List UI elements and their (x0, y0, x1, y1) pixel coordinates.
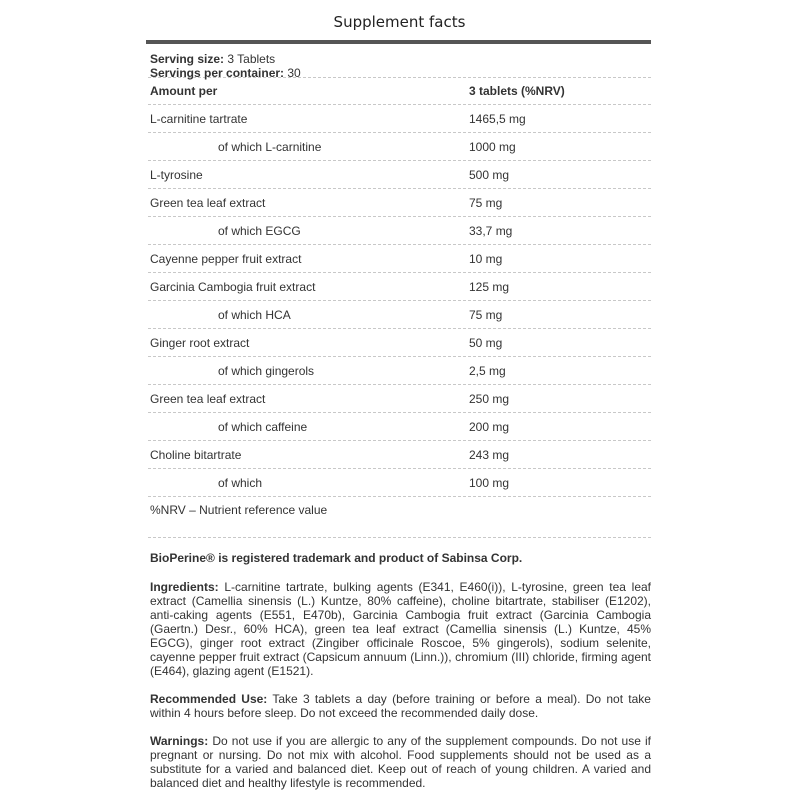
warnings-label: Warnings: (150, 734, 209, 748)
table-row (148, 245, 651, 273)
column-header-amount: Amount per (150, 84, 218, 98)
table-row (148, 273, 651, 301)
page-title: Supplement facts (333, 13, 466, 31)
nutrient-name: Garcinia Cambogia fruit extract (150, 279, 316, 294)
nutrient-amount: 50 mg (469, 335, 503, 350)
nutrient-name: L-carnitine tartrate (150, 111, 248, 126)
nutrient-name: of which L-carnitine (218, 139, 322, 154)
table-row (148, 469, 651, 497)
table-row (148, 413, 651, 441)
serving-size-value: 3 Tablets (224, 52, 276, 66)
nutrient-amount: 500 mg (469, 167, 510, 182)
nutrient-name: of which EGCG (218, 223, 301, 238)
nutrient-name: Cayenne pepper fruit extract (150, 251, 302, 266)
table-row (148, 189, 651, 217)
nutrient-amount: 1465,5 mg (469, 111, 526, 126)
nutrient-amount: 100 mg (469, 475, 510, 490)
table-row (148, 217, 651, 245)
nutrient-amount: 1000 mg (469, 139, 516, 154)
supplement-facts-panel (148, 0, 651, 790)
ingredients-paragraph (148, 580, 651, 678)
ingredients-text: L-carnitine tartrate, bulking agents (E341, E460(i)), L-tyrosine, green tea leaf extract (Camellia sinensis (L.) Kuntze, 80% caffeine), choline bitartrate, stabiliser (E1202), anti-caking agents (E551, E470b), Garcinia Cambogia fruit extract (Garcinia Cambogia (Gaertn.) Desr., 60% HCA), green tea leaf extract (Camellia sinensis (L.) Kuntze, 45% EGCG), ginger root extract (Zingiber officinale Roscoe, 5% gingerols), sodium selenite, cayenne pepper fruit extract (Capsicum annuum (Linn.)), chromium (III) chloride, firming agent (E464), glazing agent (E1521). (150, 580, 651, 678)
nutrient-amount: 243 mg (469, 447, 510, 462)
warnings-text: Do not use if you are allergic to any of the supplement compounds. Do not use if pregnant or nursing. Do not mix with alcohol. Food supplements should not be used as a substitute for a varied and balanced diet. Keep out of reach of young children. A varied and balanced diet and healthy lifestyle is recommended. (150, 734, 651, 790)
nutrient-amount: 250 mg (469, 391, 510, 406)
table-header-row (148, 78, 651, 105)
table-row (148, 301, 651, 329)
nutrient-amount: 10 mg (469, 251, 503, 266)
recommended-use-paragraph (148, 692, 651, 720)
nutrient-amount: 33,7 mg (469, 223, 513, 238)
table-row (148, 161, 651, 189)
nutrient-table (148, 105, 651, 497)
table-row (148, 329, 651, 357)
nrv-footnote: %NRV – Nutrient reference value (150, 503, 328, 517)
nutrient-name: Green tea leaf extract (150, 195, 266, 210)
nutrient-amount: 200 mg (469, 419, 510, 434)
table-row (148, 385, 651, 413)
nutrient-amount: 75 mg (469, 307, 503, 322)
nutrient-name: Choline bitartrate (150, 447, 242, 462)
trademark-notice: BioPerine® is registered trademark and product of Sabinsa Corp. (150, 551, 523, 565)
nutrient-name: Ginger root extract (150, 335, 250, 350)
column-header-value: 3 tablets (%NRV) (469, 84, 565, 98)
recommended-use-label: Recommended Use: (150, 692, 268, 706)
servings-per-container-value: 30 (284, 66, 301, 80)
section-divider (148, 523, 651, 538)
table-row (148, 357, 651, 385)
table-row (148, 105, 651, 133)
nutrient-amount: 75 mg (469, 195, 503, 210)
nutrient-name: Green tea leaf extract (150, 391, 266, 406)
warnings-paragraph (148, 734, 651, 790)
nutrient-name: of which caffeine (218, 419, 308, 434)
nutrient-name: of which (218, 475, 263, 490)
ingredients-label: Ingredients: (150, 580, 219, 594)
serving-info (148, 44, 651, 78)
nutrient-name: L-tyrosine (150, 167, 203, 182)
servings-per-container-label: Servings per container: (150, 66, 285, 80)
serving-size-label: Serving size: (150, 52, 225, 66)
table-row (148, 441, 651, 469)
nutrient-name: of which gingerols (218, 363, 315, 378)
nutrient-amount: 125 mg (469, 279, 510, 294)
table-row (148, 133, 651, 161)
recommended-use-text: Take 3 tablets a day (before training or before a meal). Do not take within 4 hours before sleep. Do not exceed the recommended daily dose. (150, 692, 651, 720)
nutrient-name: of which HCA (218, 307, 291, 322)
serving-size (150, 52, 651, 66)
nutrient-amount: 2,5 mg (469, 363, 506, 378)
